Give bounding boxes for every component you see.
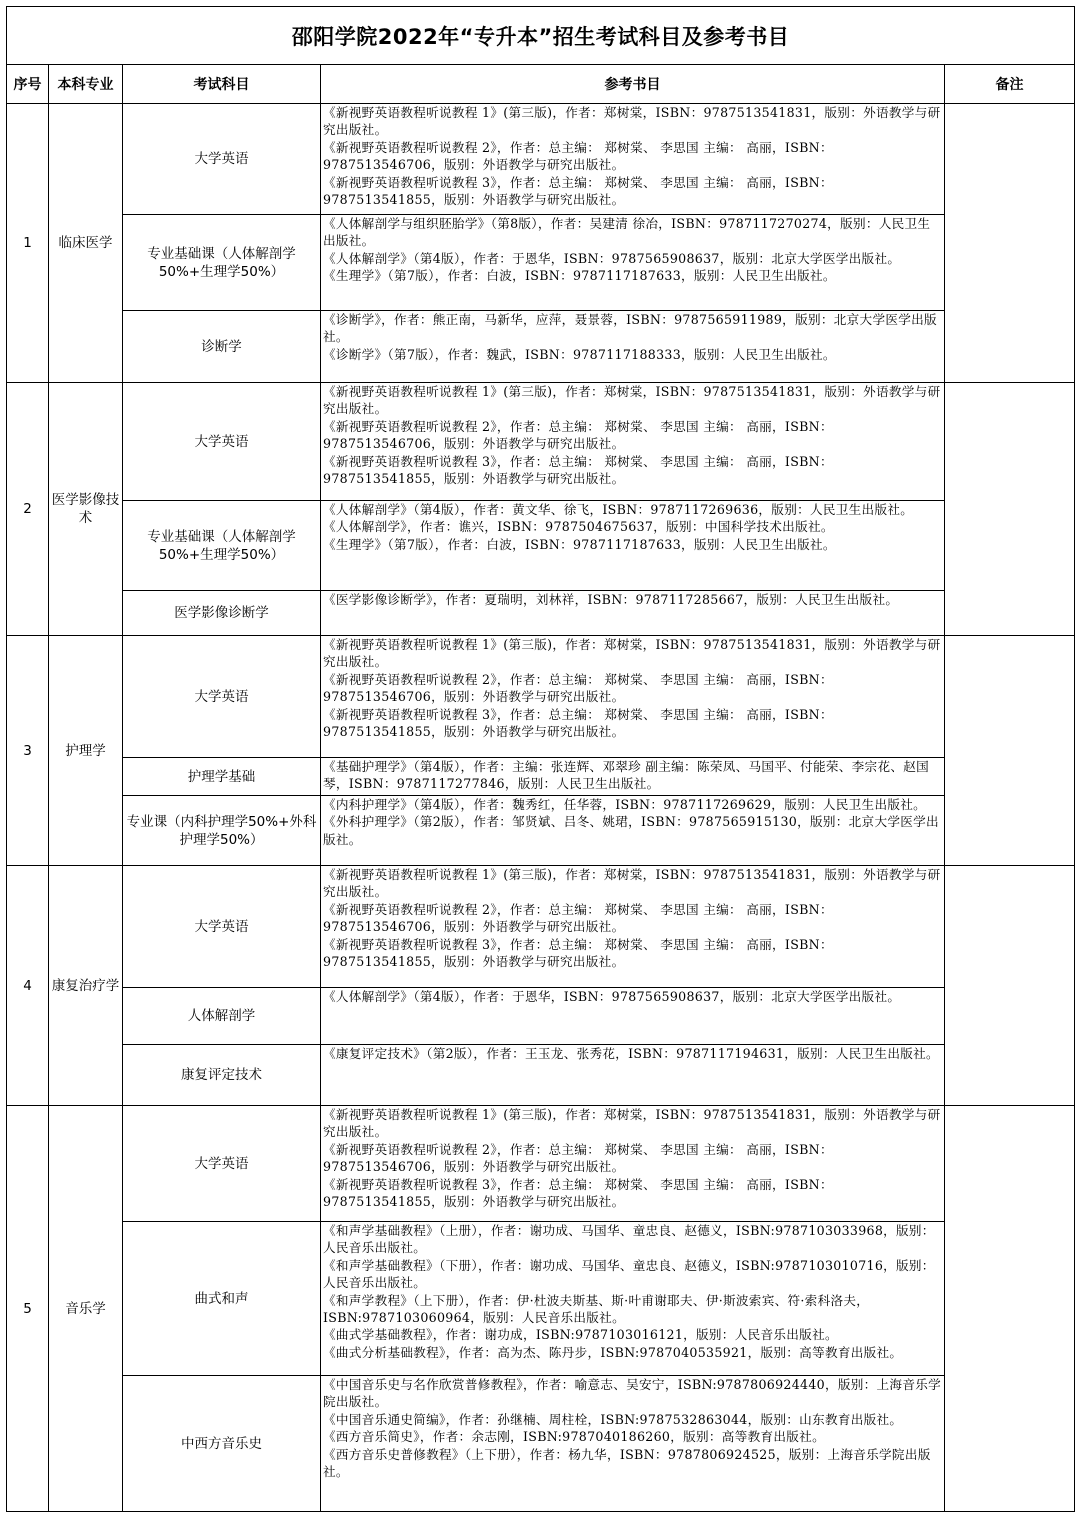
major-name: 康复治疗学 [49,866,123,1106]
book-entry: 《新视野英语教程听说教程 1》(第三版)，作者：郑树棠，ISBN：9787513541831，版别：外语教学与研究出版社。 [323,867,941,900]
book-entry: 《和声学基础教程》（上册），作者：谢功成、马国华、童忠良、赵德义，ISBN:9787103033968，版别：人民音乐出版社。 [323,1223,935,1256]
book-entry: 《新视野英语教程听说教程 1》(第三版)，作者：郑树棠，ISBN：9787513541831，版别：外语教学与研究出版社。 [323,1107,941,1140]
note-cell [945,104,1075,383]
book-entry: 《新视野英语教程听说教程 3》，作者：总主编： 郑树棠、 李思国 主编： 高丽，ISBN：9787513541855，版别：外语教学与研究出版社。 [323,936,833,970]
book-entry: 《和声学基础教程》（下册），作者：谢功成、马国华、童忠良、赵德义，ISBN:9787103010716，版别：人民音乐出版社。 [323,1257,935,1291]
book-entry: 《人体解剖学》（第4版），作者：于恩华，ISBN：9787565908637，版别：北京大学医学出版社。 [323,250,901,266]
subject-name: 大学英语 [123,636,321,758]
note-cell [945,636,1075,866]
book-entry: 《人体解剖学》（第4版），作者：于恩华，ISBN：9787565908637，版别：北京大学医学出版社。 [323,989,901,1004]
book-entry: 《新视野英语教程听说教程 1》(第三版)，作者：郑树棠，ISBN：9787513541831，版别：外语教学与研究出版社。 [323,637,941,670]
subject-name: 大学英语 [123,104,321,215]
reference-books-cell [321,501,945,591]
book-entry: 《外科护理学》（第2版），作者：邹贤斌、吕冬、姚珺，ISBN：9787565915130，版别：北京大学医学出版社。 [323,814,939,847]
major-name: 音乐学 [49,1106,123,1512]
exam-subjects-table [6,6,1075,1512]
subject-name: 康复评定技术 [123,1045,321,1106]
reference-books-cell [321,1376,945,1512]
book-entry: 《诊断学》（第7版），作者：魏武，ISBN：9787117188333，版别：人民卫生出版社。 [323,346,836,362]
book-entry: 《西方音乐简史》，作者：余志刚，ISBN:9787040186260，版别：高等教育出版社。 [323,1429,825,1445]
subject-name: 大学英语 [123,1106,321,1222]
header-subject: 考试科目 [123,65,321,104]
note-cell [945,1106,1075,1512]
subject-name: 大学英语 [123,866,321,988]
reference-books-cell [321,591,945,636]
book-entry: 《诊断学》，作者：熊正南，马新华，应萍，聂景蓉，ISBN：9787565911989，版别：北京大学医学出版社。 [323,312,937,345]
book-entry: 《中国音乐史与名作欣赏普修教程》，作者：喻意志、吴安宁，ISBN:9787806924440，版别：上海音乐学院出版社。 [323,1377,942,1410]
subject-name: 诊断学 [123,311,321,383]
book-entry: 《新视野英语教程听说教程 1》(第三版)，作者：郑树棠，ISBN：9787513541831，版别：外语教学与研究出版社。 [323,384,941,417]
book-entry: 《新视野英语教程听说教程 1》(第三版)，作者：郑树棠，ISBN：9787513541831，版别：外语教学与研究出版社。 [323,105,941,138]
reference-books-cell [321,796,945,866]
subject-name: 医学影像诊断学 [123,591,321,636]
header-note: 备注 [945,65,1075,104]
reference-books-cell [321,311,945,383]
subject-name: 专业课（内科护理学50%+外科护理学50%） [123,796,321,866]
reference-books-cell [321,988,945,1045]
reference-books-cell [321,1106,945,1222]
reference-books-cell [321,866,945,988]
header-books: 参考书目 [321,65,945,104]
major-name: 临床医学 [49,104,123,383]
exam-subjects-sheet [6,6,1074,1512]
row-number: 4 [7,866,49,1106]
book-entry: 《新视野英语教程听说教程 2》，作者：总主编： 郑树棠、 李思国 主编： 高丽，ISBN：9787513546706，版别：外语教学与研究出版社。 [323,901,833,935]
book-entry: 《西方音乐史普修教程》（上下册），作者：杨九华，ISBN：9787806924525，版别：上海音乐学院出版社。 [323,1446,931,1480]
header-major: 本科专业 [49,65,123,104]
reference-books-cell [321,383,945,501]
book-entry: 《和声学教程》（上下册），作者：伊·杜波夫斯基、斯·叶甫谢耶夫、伊·斯波索宾、符·索科洛夫，ISBN:9787103060964，版别：人民音乐出版社。 [323,1292,870,1326]
page-title: 邵阳学院2022年“专升本”招生考试科目及参考书目 [7,7,1075,65]
major-name: 医学影像技术 [49,383,123,636]
book-entry: 《内科护理学》（第4版），作者：魏秀红，任华蓉，ISBN：9787117269629，版别：人民卫生出版社。 [323,797,927,812]
book-entry: 《生理学》（第7版），作者：白波，ISBN：9787117187633，版别：人民卫生出版社。 [323,536,836,552]
reference-books-cell [321,1222,945,1376]
reference-books-cell [321,758,945,796]
subject-name: 曲式和声 [123,1222,321,1376]
reference-books-cell [321,104,945,215]
book-entry: 《康复评定技术》（第2版），作者：王玉龙、张秀花，ISBN：9787117194631，版别：人民卫生出版社。 [323,1046,939,1061]
book-entry: 《新视野英语教程听说教程 3》，作者：总主编： 郑树棠、 李思国 主编： 高丽，ISBN：9787513541855，版别：外语教学与研究出版社。 [323,1176,833,1210]
row-number: 1 [7,104,49,383]
book-entry: 《新视野英语教程听说教程 2》，作者：总主编： 郑树棠、 李思国 主编： 高丽，ISBN：9787513546706，版别：外语教学与研究出版社。 [323,418,833,452]
book-entry: 《曲式学基础教程》，作者：谢功成，ISBN:9787103016121，版别：人民音乐出版社。 [323,1327,838,1343]
subject-name: 护理学基础 [123,758,321,796]
book-entry: 《新视野英语教程听说教程 3》，作者：总主编： 郑树棠、 李思国 主编： 高丽，ISBN：9787513541855，版别：外语教学与研究出版社。 [323,453,833,487]
book-entry: 《新视野英语教程听说教程 3》，作者：总主编： 郑树棠、 李思国 主编： 高丽，ISBN：9787513541855，版别：外语教学与研究出版社。 [323,174,833,208]
book-entry: 《新视野英语教程听说教程 2》，作者：总主编： 郑树棠、 李思国 主编： 高丽，ISBN：9787513546706，版别：外语教学与研究出版社。 [323,671,833,705]
subject-name: 专业基础课（人体解剖学50%+生理学50%） [123,215,321,311]
major-name: 护理学 [49,636,123,866]
book-entry: 《人体解剖学》，作者：谯兴，ISBN：9787504675637，版别：中国科学技术出版社。 [323,519,834,535]
row-number: 3 [7,636,49,866]
book-entry: 《中国音乐通史简编》，作者：孙继楠、周柱栓，ISBN:9787532863044，版别：山东教育出版社。 [323,1411,903,1427]
book-entry: 《新视野英语教程听说教程 2》，作者：总主编： 郑树棠、 李思国 主编： 高丽，ISBN：9787513546706，版别：外语教学与研究出版社。 [323,1141,833,1175]
subject-name: 中西方音乐史 [123,1376,321,1512]
book-entry: 《基础护理学》（第4版），作者：主编：张连辉、邓翠珍 副主编：陈荣凤、马国平、付能荣、李宗花、赵国琴，ISBN：9787117277846，版别：人民卫生出版社。 [323,759,930,792]
reference-books-cell [321,215,945,311]
note-cell [945,383,1075,636]
book-entry: 《医学影像诊断学》，作者：夏瑞明，刘林祥，ISBN：9787117285667，版别：人民卫生出版社。 [323,592,899,607]
subject-name: 大学英语 [123,383,321,501]
row-number: 2 [7,383,49,636]
book-entry: 《生理学》（第7版），作者：白波，ISBN：9787117187633，版别：人民卫生出版社。 [323,268,836,284]
note-cell [945,866,1075,1106]
reference-books-cell [321,636,945,758]
subject-name: 人体解剖学 [123,988,321,1045]
book-entry: 《人体解剖学》（第4版），作者：黄文华、徐飞，ISBN：9787117269636，版别：人民卫生出版社。 [323,502,914,517]
book-entry: 《新视野英语教程听说教程 3》，作者：总主编： 郑树棠、 李思国 主编： 高丽，ISBN：9787513541855，版别：外语教学与研究出版社。 [323,706,833,740]
book-entry: 《新视野英语教程听说教程 2》，作者：总主编： 郑树棠、 李思国 主编： 高丽，ISBN：9787513546706，版别：外语教学与研究出版社。 [323,139,833,173]
book-entry: 《人体解剖学与组织胚胎学》（第8版），作者：吴建清 徐冶，ISBN：9787117270274，版别：人民卫生出版社。 [323,216,931,249]
header-no: 序号 [7,65,49,104]
reference-books-cell [321,1045,945,1106]
book-entry: 《曲式分析基础教程》，作者：高为杰、陈丹步，ISBN:9787040535921，版别：高等教育出版社。 [323,1344,903,1360]
subject-name: 专业基础课（人体解剖学50%+生理学50%） [123,501,321,591]
row-number: 5 [7,1106,49,1512]
